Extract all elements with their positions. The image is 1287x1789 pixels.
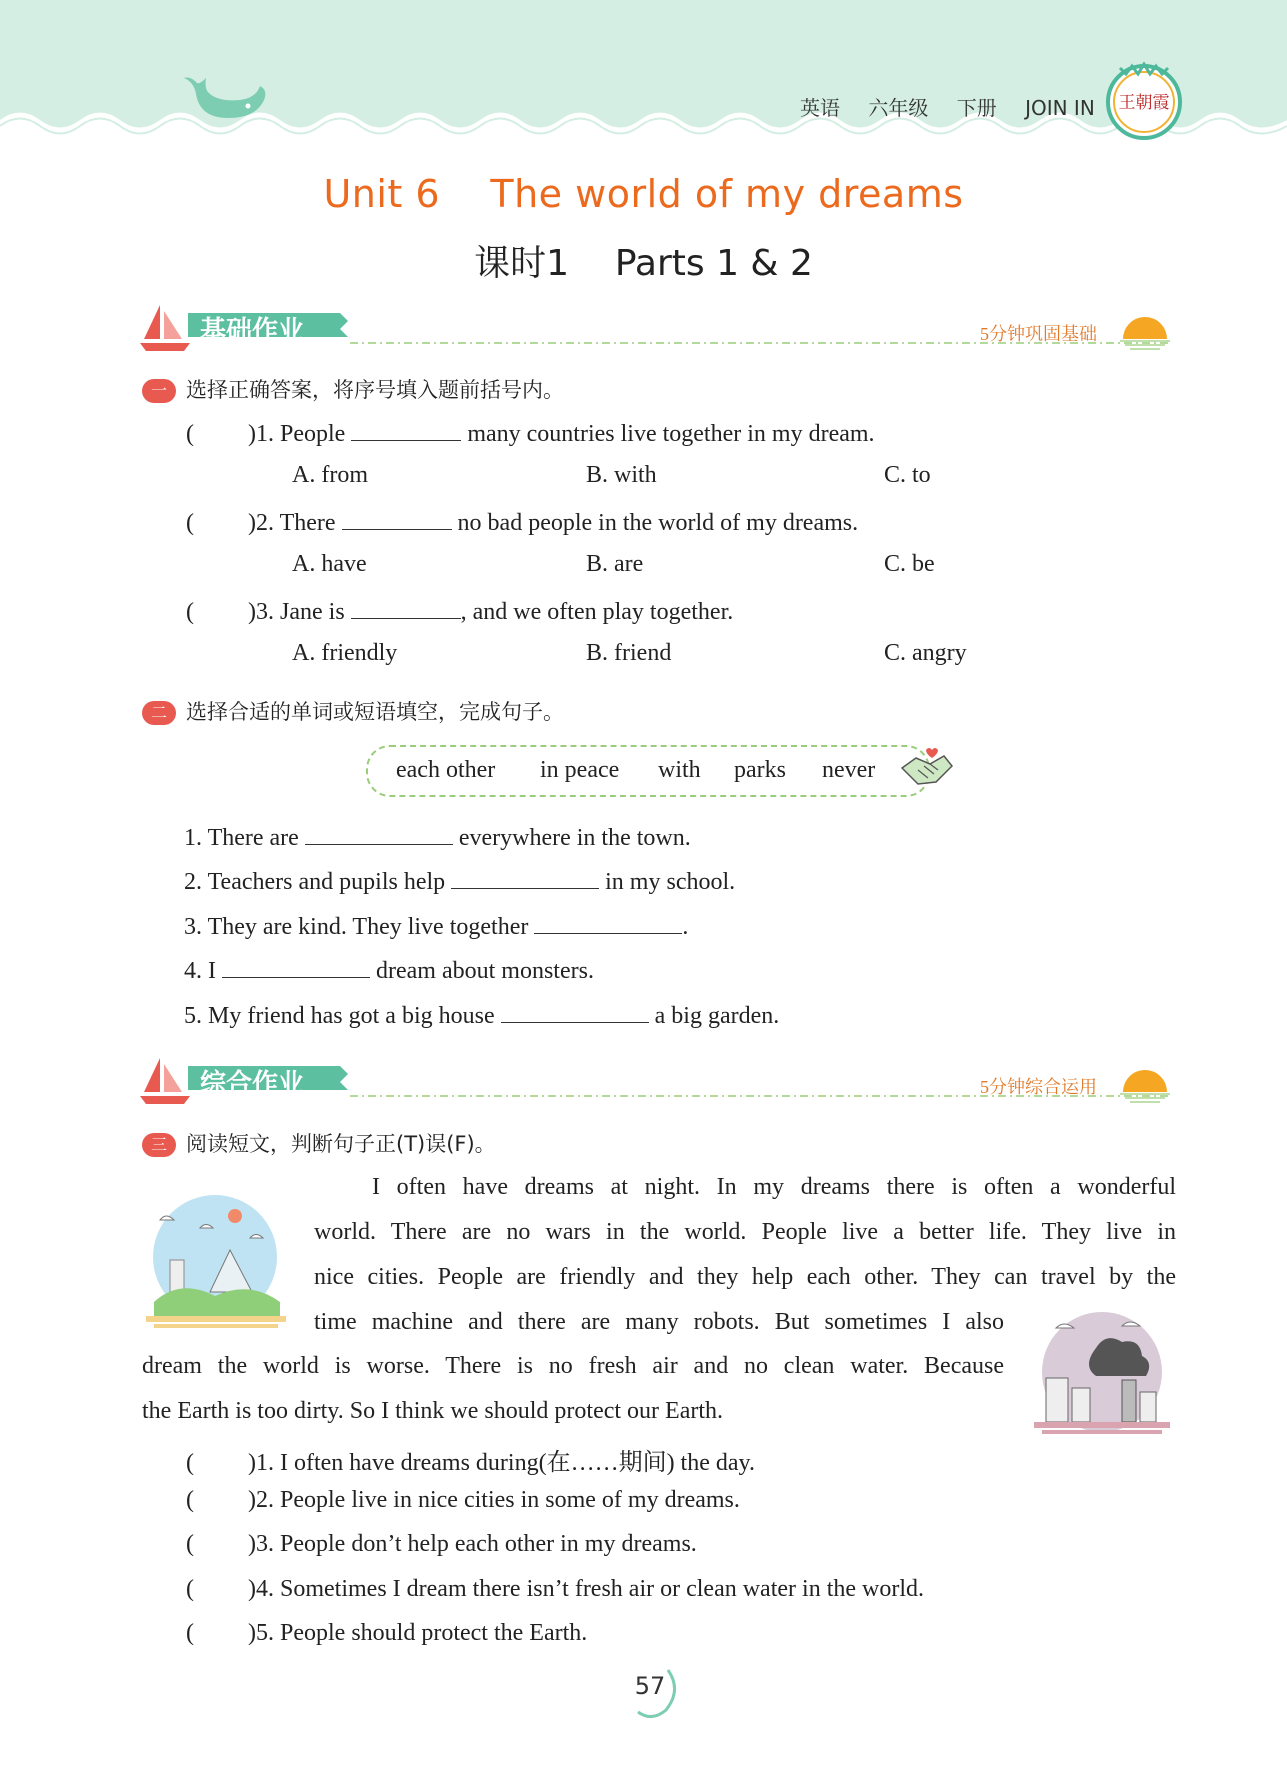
fill-blank[interactable] — [351, 418, 461, 441]
word-bank-item[interactable]: with — [658, 757, 701, 783]
question-text-after: no bad people in the world of my dreams. — [457, 510, 859, 536]
part2-badge: 二 — [142, 701, 176, 725]
part1-question-3 — [186, 596, 733, 626]
part1-badge: 一 — [142, 379, 176, 403]
statement-number: )1. — [248, 1450, 274, 1476]
whale-icon — [176, 72, 276, 132]
answer-paren[interactable]: ( — [186, 1487, 194, 1513]
tf-statement-2 — [186, 1487, 740, 1514]
option-b[interactable]: B. friend — [586, 640, 672, 666]
part2-sentence-1 — [184, 822, 691, 852]
statement-text: Sometimes I dream there isn’t fresh air or clean water in the world. — [280, 1576, 925, 1602]
sentence-text-before: 4. I — [184, 958, 216, 984]
comprehensive-section-label: 综合作业 — [200, 1069, 305, 1099]
sentence-text-before: 3. They are kind. They live together — [184, 914, 529, 940]
option-c[interactable]: C. to — [884, 462, 931, 488]
answer-paren[interactable]: ( — [186, 421, 194, 447]
statement-text: I often have dreams during(在……期间) the day. — [280, 1450, 755, 1476]
page-number: 57 — [634, 1672, 666, 1700]
passage-line-3: nice cities. People are friendly and they help each other. They can travel by the — [314, 1264, 1176, 1290]
part3-badge: 三 — [142, 1133, 176, 1157]
answer-paren[interactable]: ( — [186, 1531, 194, 1557]
part2-sentence-2 — [184, 866, 735, 896]
tf-statement-4 — [186, 1576, 924, 1603]
fill-blank[interactable] — [305, 822, 453, 845]
fill-blank[interactable] — [351, 596, 461, 619]
sentence-text-before: 1. There are — [184, 825, 299, 851]
question-number: )1. — [248, 421, 274, 447]
header-info — [800, 92, 1117, 121]
basic-section-label: 基础作业 — [200, 316, 305, 346]
question-text-before: Jane is — [280, 599, 345, 625]
fill-blank[interactable] — [534, 911, 682, 934]
fill-blank[interactable] — [342, 507, 452, 530]
fill-blank[interactable] — [222, 955, 370, 978]
statement-number: )4. — [248, 1576, 274, 1602]
fill-blank[interactable] — [501, 1000, 649, 1023]
comprehensive-section-note: 5分钟综合运用 — [980, 1077, 1097, 1097]
answer-paren[interactable]: ( — [186, 1576, 194, 1602]
option-a[interactable]: A. from — [292, 462, 368, 488]
answer-paren[interactable]: ( — [186, 1620, 194, 1646]
sentence-text-after: dream about monsters. — [376, 958, 594, 984]
tf-statement-1 — [186, 1442, 755, 1477]
grade-label: 六年级 — [868, 96, 929, 120]
part1-question-1 — [186, 418, 875, 448]
question-text-before: There — [279, 510, 336, 536]
tf-statement-3 — [186, 1531, 697, 1558]
edition-label: JOIN IN — [1025, 96, 1095, 120]
word-bank-item[interactable]: in peace — [540, 757, 620, 783]
option-b[interactable]: B. with — [586, 462, 657, 488]
answer-paren[interactable]: ( — [186, 1450, 194, 1476]
statement-text: People live in nice cities in some of my dreams. — [280, 1487, 740, 1513]
logo-text: 王朝霞 — [1118, 93, 1170, 113]
part2-sentence-4 — [184, 955, 594, 985]
option-a[interactable]: A. have — [292, 551, 367, 577]
fill-blank[interactable] — [451, 866, 599, 889]
polluted-world-illustration — [1026, 1308, 1178, 1442]
part1-instruction-row — [142, 374, 564, 404]
question-text-after: , and we often play together. — [460, 599, 734, 625]
option-a[interactable]: A. friendly — [292, 640, 398, 666]
question-number: )3. — [248, 599, 274, 625]
part2-instruction-row — [142, 696, 564, 726]
word-bank — [366, 745, 930, 797]
statement-text: People don’t help each other in my dreams. — [280, 1531, 697, 1557]
word-bank-item[interactable]: never — [822, 757, 876, 783]
part2-instruction: 选择合适的单词或短语填空，完成句子。 — [186, 700, 564, 724]
option-b[interactable]: B. are — [586, 551, 644, 577]
sentence-text-before: 5. My friend has got a big house — [184, 1003, 495, 1029]
sentence-text-after: in my school. — [605, 869, 736, 895]
part1-question-2 — [186, 507, 858, 537]
statement-number: )5. — [248, 1620, 274, 1646]
subject-label: 英语 — [800, 96, 840, 120]
part1-instruction: 选择正确答案，将序号填入题前括号内。 — [186, 378, 564, 402]
statement-text: People should protect the Earth. — [280, 1620, 588, 1646]
passage-line-1: I often have dreams at night. In my dreams there is often a wonderful — [372, 1174, 1176, 1200]
handshake-icon — [896, 744, 956, 794]
sentence-text-after: everywhere in the town. — [458, 825, 691, 851]
sentence-text-after: . — [682, 914, 689, 940]
answer-paren[interactable]: ( — [186, 510, 194, 536]
lesson-title: 课时1 Parts 1 & 2 — [474, 243, 813, 284]
question-text-before: People — [280, 421, 346, 447]
unit-title: Unit 6 The world of my dreams — [323, 172, 964, 216]
brand-logo — [1104, 62, 1184, 142]
passage-line-2: world. There are no wars in the world. People live a better life. They live in — [314, 1219, 1176, 1245]
volume-label: 下册 — [956, 96, 997, 120]
sentence-text-before: 2. Teachers and pupils help — [184, 869, 446, 895]
passage-line-5: dream the world is worse. There is no fresh air and no clean water. Because — [142, 1353, 1004, 1379]
word-bank-item[interactable]: each other — [396, 757, 496, 783]
passage-line-6: the Earth is too dirty. So I think we should protect our Earth. — [142, 1398, 724, 1424]
answer-paren[interactable]: ( — [186, 599, 194, 625]
question-text-after: many countries live together in my dream. — [467, 421, 875, 447]
option-c[interactable]: C. angry — [884, 640, 967, 666]
statement-number: )2. — [248, 1487, 274, 1513]
part3-instruction: 阅读短文，判断句子正(T)误(F)。 — [186, 1132, 496, 1156]
word-bank-item[interactable]: parks — [734, 757, 786, 783]
tf-statement-5 — [186, 1620, 587, 1647]
passage-line-4: time machine and there are many robots. But sometimes I also — [314, 1309, 1004, 1335]
option-c[interactable]: C. be — [884, 551, 935, 577]
part2-sentence-3 — [184, 911, 688, 941]
basic-section-note: 5分钟巩固基础 — [980, 324, 1097, 344]
part2-sentence-5 — [184, 1000, 779, 1030]
part3-instruction-row — [142, 1128, 496, 1158]
nice-world-illustration — [140, 1192, 290, 1332]
sentence-text-after: a big garden. — [654, 1003, 780, 1029]
statement-number: )3. — [248, 1531, 274, 1557]
question-number: )2. — [248, 510, 274, 536]
